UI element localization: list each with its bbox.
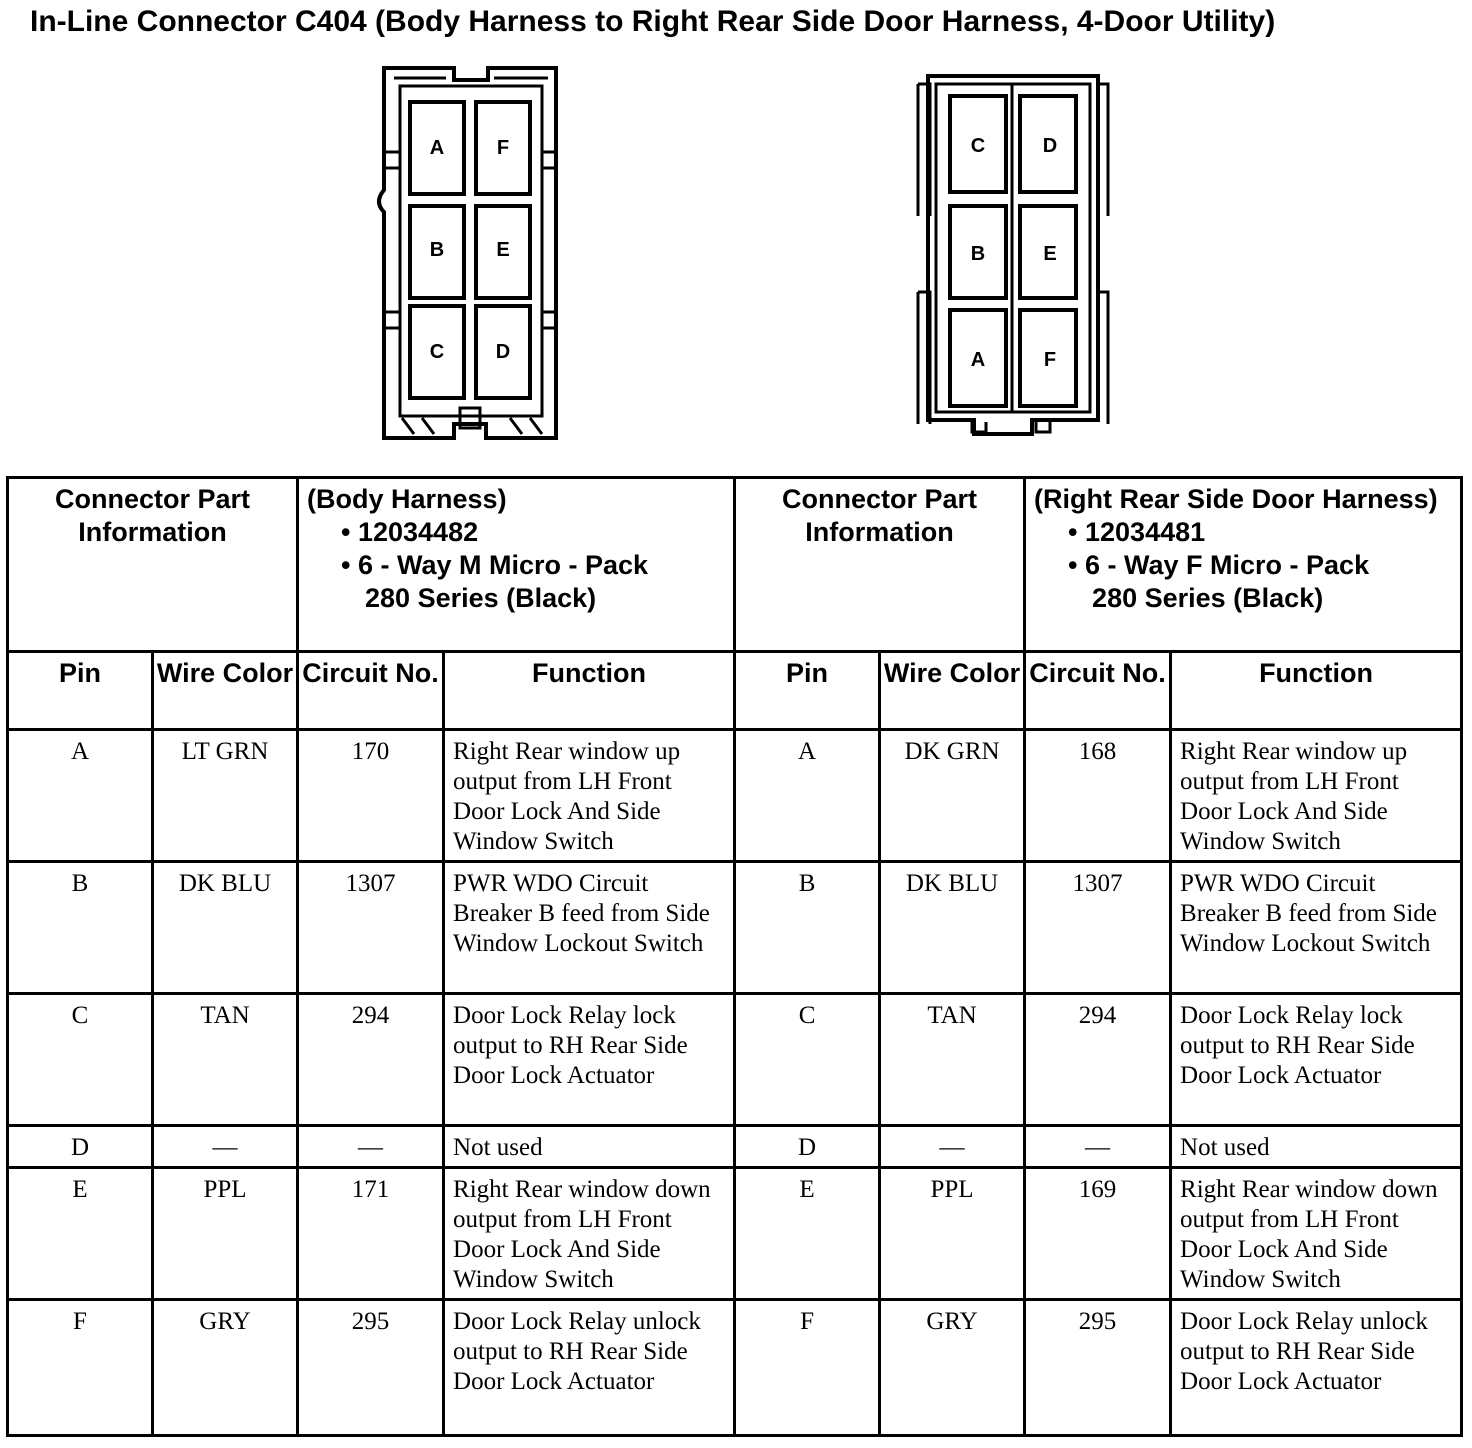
pin-label-b: B bbox=[429, 239, 445, 261]
function-cell: Door Lock Relay unlock output to RH Rear Side Door Lock Actuator bbox=[444, 1300, 735, 1436]
part-info-left bbox=[298, 478, 735, 652]
column-header-function: Function bbox=[1171, 652, 1462, 730]
circuit-cell: — bbox=[298, 1126, 444, 1168]
function-cell: Right Rear window down output from LH Front Door Lock And Side Window Switch bbox=[444, 1168, 735, 1300]
wire-color-cell: PPL bbox=[880, 1168, 1025, 1300]
wire-color-cell: GRY bbox=[880, 1300, 1025, 1436]
pin-cell: F bbox=[735, 1300, 880, 1436]
pin-cell: C bbox=[8, 994, 153, 1126]
table-row bbox=[8, 1168, 1462, 1300]
column-header-circuit: Circuit No. bbox=[1025, 652, 1171, 730]
circuit-cell: 294 bbox=[298, 994, 444, 1126]
circuit-cell: 168 bbox=[1025, 730, 1171, 862]
circuit-cell: — bbox=[1025, 1126, 1171, 1168]
table-row bbox=[8, 1300, 1462, 1436]
circuit-cell: 169 bbox=[1025, 1168, 1171, 1300]
column-header-wire-color: Wire Color bbox=[880, 652, 1025, 730]
function-cell: Right Rear window up output from LH Front Door Lock And Side Window Switch bbox=[1171, 730, 1462, 862]
part-info-row bbox=[8, 478, 1462, 652]
function-cell: Right Rear window up output from LH Front Door Lock And Side Window Switch bbox=[444, 730, 735, 862]
harness-name-right: (Right Rear Side Door Harness) bbox=[1034, 484, 1438, 514]
wire-color-cell: — bbox=[153, 1126, 298, 1168]
circuit-cell: 294 bbox=[1025, 994, 1171, 1126]
column-header-pin: Pin bbox=[735, 652, 880, 730]
wire-color-cell: DK BLU bbox=[880, 862, 1025, 994]
part-info-label-left: Connector Part Information bbox=[8, 478, 298, 652]
pin-cell: E bbox=[735, 1168, 880, 1300]
pin-label-c: C bbox=[970, 135, 986, 157]
pin-cell: A bbox=[8, 730, 153, 862]
pin-cell: C bbox=[735, 994, 880, 1126]
pin-label-f: F bbox=[496, 137, 510, 159]
column-header-circuit: Circuit No. bbox=[298, 652, 444, 730]
wire-color-cell: PPL bbox=[153, 1168, 298, 1300]
column-header-function: Function bbox=[444, 652, 735, 730]
pin-label-e: E bbox=[1043, 243, 1057, 265]
wire-color-cell: DK BLU bbox=[153, 862, 298, 994]
pin-cell: A bbox=[735, 730, 880, 862]
function-cell: Door Lock Relay lock output to RH Rear Side Door Lock Actuator bbox=[444, 994, 735, 1126]
pin-label-b: B bbox=[970, 243, 986, 265]
wire-color-cell: — bbox=[880, 1126, 1025, 1168]
part-description-left: • 6 - Way M Micro - Pack bbox=[341, 550, 649, 580]
pin-label-d: D bbox=[495, 341, 511, 363]
table-row bbox=[8, 994, 1462, 1126]
column-header-row bbox=[8, 652, 1462, 730]
table-row bbox=[8, 1126, 1462, 1168]
wire-color-cell: TAN bbox=[153, 994, 298, 1126]
pin-label-f: F bbox=[1043, 349, 1057, 371]
part-number-left: • 12034482 bbox=[341, 517, 479, 547]
connector-left-diagram bbox=[370, 62, 570, 446]
part-series-left: 280 Series (Black) bbox=[365, 583, 597, 613]
pin-cell: B bbox=[735, 862, 880, 994]
circuit-cell: 171 bbox=[298, 1168, 444, 1300]
part-series-right: 280 Series (Black) bbox=[1092, 583, 1324, 613]
pin-label-d: D bbox=[1042, 135, 1058, 157]
function-cell: Door Lock Relay lock output to RH Rear Side Door Lock Actuator bbox=[1171, 994, 1462, 1126]
function-cell: PWR WDO Circuit Breaker B feed from Side Window Lockout Switch bbox=[444, 862, 735, 994]
page-title: In-Line Connector C404 (Body Harness to Right Rear Side Door Harness, 4-Door Utility) bbox=[30, 5, 1276, 38]
function-cell: Not used bbox=[444, 1126, 735, 1168]
circuit-cell: 170 bbox=[298, 730, 444, 862]
pin-label-a: A bbox=[970, 349, 986, 371]
function-cell: Right Rear window down output from LH Front Door Lock And Side Window Switch bbox=[1171, 1168, 1462, 1300]
pin-cell: D bbox=[735, 1126, 880, 1168]
wire-color-cell: DK GRN bbox=[880, 730, 1025, 862]
part-info-right bbox=[1025, 478, 1462, 652]
table-row bbox=[8, 730, 1462, 862]
harness-name-left: (Body Harness) bbox=[307, 484, 507, 514]
pin-label-c: C bbox=[429, 341, 445, 363]
table-row bbox=[8, 862, 1462, 994]
pinout-table bbox=[6, 476, 1463, 1437]
wire-color-cell: LT GRN bbox=[153, 730, 298, 862]
pin-cell: F bbox=[8, 1300, 153, 1436]
part-description-right: • 6 - Way F Micro - Pack bbox=[1068, 550, 1370, 580]
column-header-pin: Pin bbox=[8, 652, 153, 730]
circuit-cell: 1307 bbox=[298, 862, 444, 994]
function-cell: Door Lock Relay unlock output to RH Rear Side Door Lock Actuator bbox=[1171, 1300, 1462, 1436]
pin-cell: E bbox=[8, 1168, 153, 1300]
function-cell: Not used bbox=[1171, 1126, 1462, 1168]
column-header-wire-color: Wire Color bbox=[153, 652, 298, 730]
circuit-cell: 1307 bbox=[1025, 862, 1171, 994]
connector-right-diagram bbox=[912, 70, 1112, 442]
pin-label-a: A bbox=[429, 137, 445, 159]
circuit-cell: 295 bbox=[1025, 1300, 1171, 1436]
part-number-right: • 12034481 bbox=[1068, 517, 1206, 547]
circuit-cell: 295 bbox=[298, 1300, 444, 1436]
pin-cell: D bbox=[8, 1126, 153, 1168]
part-info-label-right: Connector Part Information bbox=[735, 478, 1025, 652]
pin-label-e: E bbox=[496, 239, 510, 261]
function-cell: PWR WDO Circuit Breaker B feed from Side Window Lockout Switch bbox=[1171, 862, 1462, 994]
wire-color-cell: TAN bbox=[880, 994, 1025, 1126]
wire-color-cell: GRY bbox=[153, 1300, 298, 1436]
pin-cell: B bbox=[8, 862, 153, 994]
